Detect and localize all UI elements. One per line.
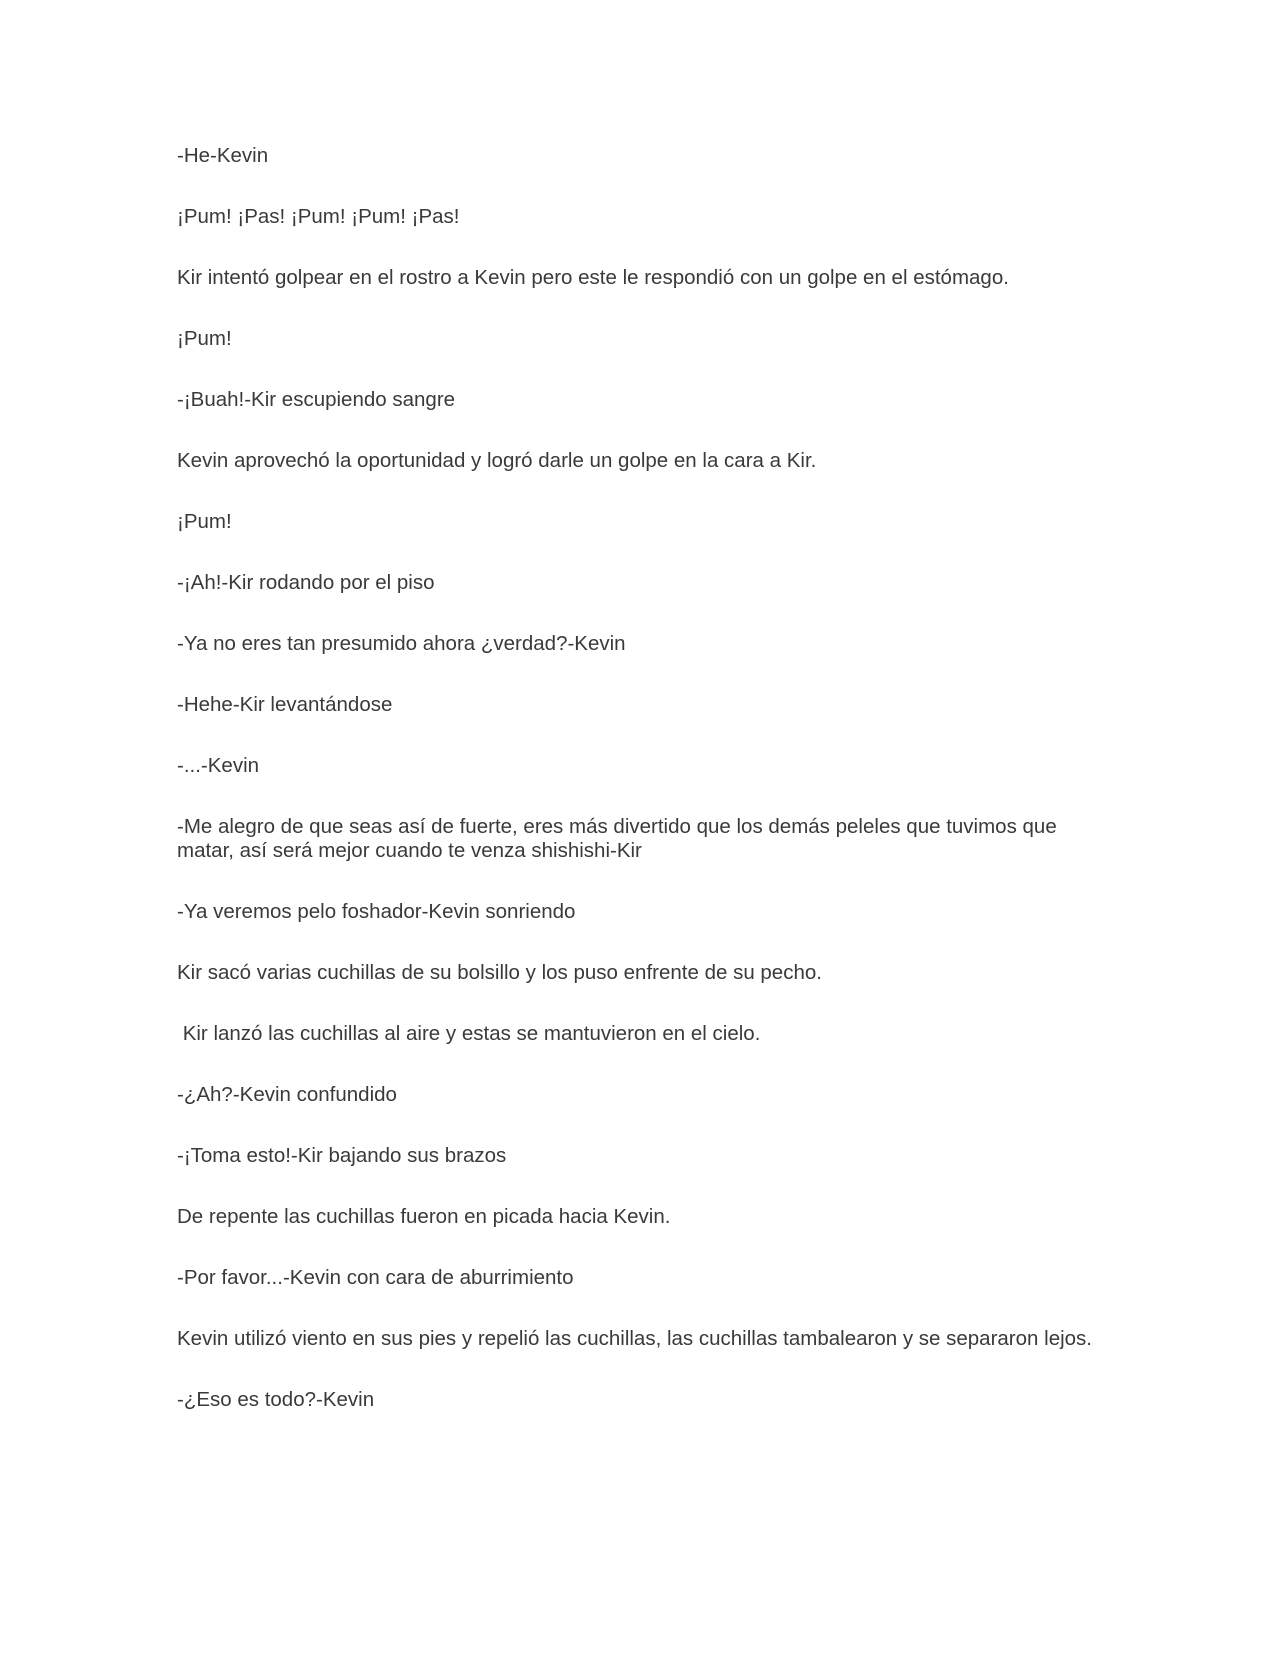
paragraph: -Por favor...-Kevin con cara de aburrimiento (177, 1266, 574, 1289)
paragraph: -He-Kevin (177, 144, 269, 167)
paragraph: ¡Pum! (177, 327, 232, 350)
paragraph: -Ya no eres tan presumido ahora ¿verdad?-Kevin (177, 632, 626, 655)
paragraph: -...-Kevin (177, 754, 260, 777)
document-body (177, 144, 1097, 1449)
paragraph: ¡Pum! ¡Pas! ¡Pum! ¡Pum! ¡Pas! (177, 205, 460, 228)
paragraph: Kir lanzó las cuchillas al aire y estas se mantuvieron en el cielo. (177, 1022, 761, 1045)
paragraph: -¿Ah?-Kevin confundido (177, 1083, 397, 1106)
paragraph: Kevin aprovechó la oportunidad y logró darle un golpe en la cara a Kir. (177, 449, 817, 472)
paragraph: -¡Buah!-Kir escupiendo sangre (177, 388, 456, 411)
paragraph: -Ya veremos pelo foshador-Kevin sonriendo (177, 900, 576, 923)
paragraph: -Me alegro de que seas así de fuerte, eres más divertido que los demás peleles que tuvimos que matar, así será mejor cuando te venza shishishi-Kir (177, 815, 1063, 862)
paragraph: Kevin utilizó viento en sus pies y repelió las cuchillas, las cuchillas tambalearon y se separaron lejos. (177, 1327, 1092, 1350)
paragraph: -¡Ah!-Kir rodando por el piso (177, 571, 435, 594)
paragraph: ¡Pum! (177, 510, 232, 533)
paragraph: -Hehe-Kir levantándose (177, 693, 393, 716)
paragraph: De repente las cuchillas fueron en picada hacia Kevin. (177, 1205, 671, 1228)
paragraph: -¡Toma esto!-Kir bajando sus brazos (177, 1144, 507, 1167)
paragraph: Kir intentó golpear en el rostro a Kevin pero este le respondió con un golpe en el estómago. (177, 266, 1009, 289)
paragraph: Kir sacó varias cuchillas de su bolsillo y los puso enfrente de su pecho. (177, 961, 822, 984)
paragraph: -¿Eso es todo?-Kevin (177, 1388, 375, 1411)
